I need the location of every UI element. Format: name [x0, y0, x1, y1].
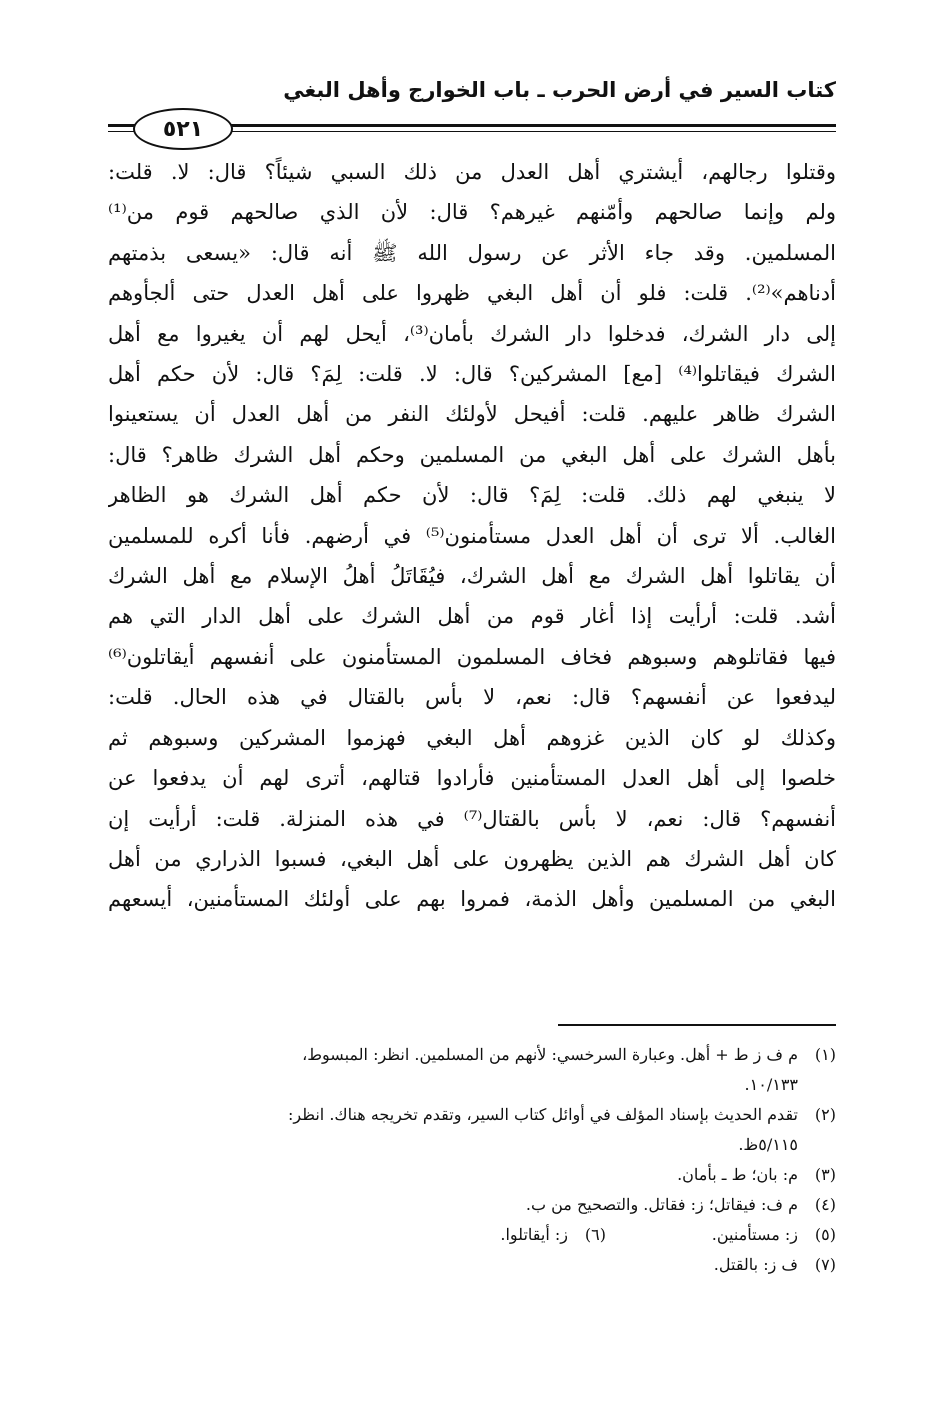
text-line: فيها فقاتلوهم وسبوهم فخاف المسلمون المستأمنون على أنفسهم أيقاتلون⁽⁶⁾ [108, 644, 836, 669]
footnote [108, 1250, 836, 1280]
text-line: المسلمين. وقد جاء الأثر عن رسول الله ﷺ أنه قال: «يسعى بذمتهم [108, 240, 836, 265]
footnote [108, 1040, 836, 1070]
footnote-text: م ف: فيقاتل؛ ز: فقاتل. والتصحيح من ب. [525, 1195, 798, 1214]
footnote-text: ز: مستأمنين. [711, 1225, 798, 1244]
text-line: إلى دار الشرك، فدخلوا دار الشرك بأمان⁽³⁾، أيحل لهم أن يغيروا مع أهل [108, 321, 836, 346]
footnotes [108, 1040, 836, 1280]
text-line: أشد. قلت: أرأيت إذا أغار قوم من أهل الشرك على أهل الدار التي هم [108, 604, 836, 629]
footnote [108, 1190, 836, 1220]
text-line: وقتلوا رجالهم، أيشتري أهل العدل من ذلك السبي شيئاً؟ قال: لا. قلت: [108, 160, 836, 184]
footnote-continuation: ٥/١١٥ظ. [738, 1135, 798, 1154]
main-text [108, 152, 836, 920]
text-line: خلصوا إلى أهل العدل المستأمنين فأرادوا قتالهم، أترى لهم أن يدفعوا عن [108, 766, 836, 791]
footnote [376, 1220, 606, 1250]
text-line: الغالب. ألا ترى أن أهل العدل مستأمنون⁽⁵⁾ في أرضهم. فأنا أكره للمسلمين [108, 523, 836, 548]
footnote-number: (٣) [814, 1165, 836, 1184]
page-number: ٥٢١ [133, 108, 233, 150]
text-line: الشرك ظاهر عليهم. قلت: أفيحل لأولئك النفر من أهل العدل أن يستعينوا [108, 402, 836, 427]
footnote [108, 1160, 836, 1190]
text-line: وكذلك لو كان الذين غزوهم أهل البغي فهزموا المشركين وسبوهم ثم [108, 725, 836, 750]
text-line: ولم وإنما صالحهم وأمّنهم غيرهم؟ قال: لأن الذي صالحهم قوم من⁽¹⁾ [108, 200, 836, 225]
footnote-number: (٦) [584, 1225, 606, 1244]
text-line: الشرك فيقاتلوا⁽⁴⁾ [مع] المشركين؟ قال: لا. قلت: لِمَ؟ قال: لأن حكم أهل [108, 362, 836, 387]
text-line: أن يقاتلوا أهل الشرك مع أهل الشرك، فيُقَاتَلُ أهلُ الإسلام مع أهل الشرك [108, 564, 836, 589]
footnote-text: م ف ز ط + أهل. وعبارة السرخسي: لأنهم من المسلمين. انظر: المبسوط، [302, 1045, 798, 1064]
footnote [606, 1220, 836, 1250]
footnote-number: (٧) [814, 1255, 836, 1274]
text-line: بأهل الشرك على أهل البغي من المسلمين وحكم أهل الشرك ظاهر؟ قال: [108, 442, 836, 467]
text-line: أنفسهم؟ قال: نعم، لا بأس بالقتال⁽⁷⁾ في هذه المنزلة. قلت: أرأيت إن [108, 806, 836, 831]
running-header: كتاب السير في أرض الحرب ـ باب الخوارج وأهل البغي [283, 78, 836, 102]
footnote-number: (١) [814, 1045, 836, 1064]
footnote-pair [108, 1220, 836, 1250]
text-line: ليدفعوا عن أنفسهم؟ قال: نعم، لا بأس بالقتال في هذه الحال. قلت: [108, 685, 836, 710]
text-line: كان أهل الشرك هم الذين يظهرون على أهل البغي، فسبوا الذراري من أهل [108, 846, 836, 871]
footnote-text: ز: أيقاتلوا. [500, 1225, 568, 1244]
text-line: البغي من المسلمين وأهل الذمة، فمروا بهم على أولئك المستأمنين، أيسعهم [108, 887, 836, 912]
text-line: لا ينبغي لهم ذلك. قلت: لِمَ؟ قال: لأن حكم أهل الشرك هو الظاهر [108, 483, 836, 508]
footnote-text: م: بان؛ ط ـ بأمان. [677, 1165, 798, 1184]
footnote-separator [558, 1024, 836, 1026]
footnote [108, 1100, 836, 1130]
footnote-number: (٢) [814, 1105, 836, 1124]
footnote-continuation: ١٠/١٣٣. [744, 1075, 798, 1094]
footnote-text: ف ز: بالقتل. [713, 1255, 798, 1274]
footnote-number: (٤) [814, 1195, 836, 1214]
text-line: أدناهم»⁽²⁾. قلت: فلو أن أهل البغي ظهروا على أهل العدل حتى ألجأوهم [108, 281, 836, 306]
footnote-number: (٥) [814, 1225, 836, 1244]
footnote-text: تقدم الحديث بإسناد المؤلف في أوائل كتاب السير، وتقدم تخريجه هناك. انظر: [287, 1105, 798, 1124]
